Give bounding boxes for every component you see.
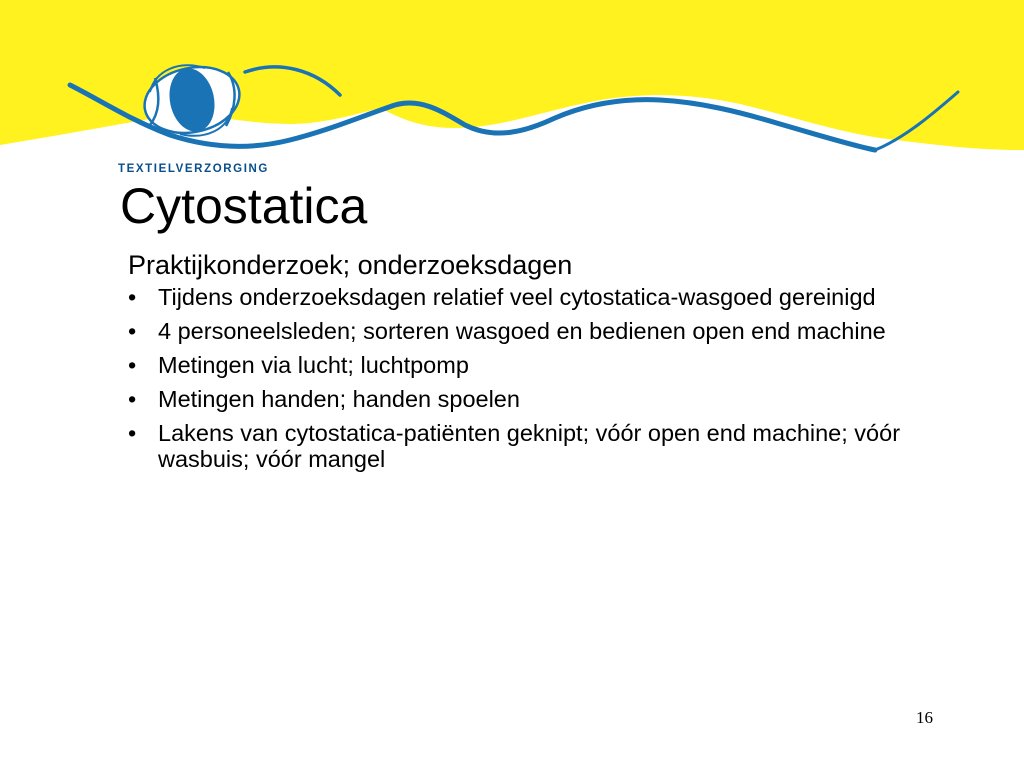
bullet-marker: • [128, 284, 137, 310]
bullet-item [128, 318, 948, 344]
slide-content [128, 248, 948, 480]
bullet-item [128, 420, 948, 472]
bullet-text: Lakens van cytostatica-patiënten geknipt; vóór open end machine; vóór wasbuis; vóór mangel [158, 420, 901, 472]
bullet-item [128, 284, 948, 310]
bullet-item [128, 386, 948, 412]
bullet-text: Tijdens onderzoeksdagen relatief veel cytostatica-wasgoed gereinigd [158, 284, 876, 310]
bullet-marker: • [128, 352, 137, 378]
bullet-item [128, 352, 948, 378]
slide-subtitle: Praktijkonderzoek; onderzoeksdagen [128, 250, 573, 280]
bullet-text: Metingen handen; handen spoelen [158, 386, 520, 412]
bullet-list [128, 284, 948, 472]
logo-tagline: TEXTIELVERZORGING [118, 163, 269, 175]
bullet-marker: • [128, 386, 137, 412]
bullet-text: Metingen via lucht; luchtpomp [158, 352, 469, 378]
bullet-text: 4 personeelsleden; sorteren wasgoed en bedienen open end machine [158, 318, 886, 344]
page-number: 16 [916, 708, 933, 727]
bullet-marker: • [128, 318, 137, 344]
slide-title: Cytostatica [120, 178, 368, 234]
bullet-marker: • [128, 420, 137, 446]
